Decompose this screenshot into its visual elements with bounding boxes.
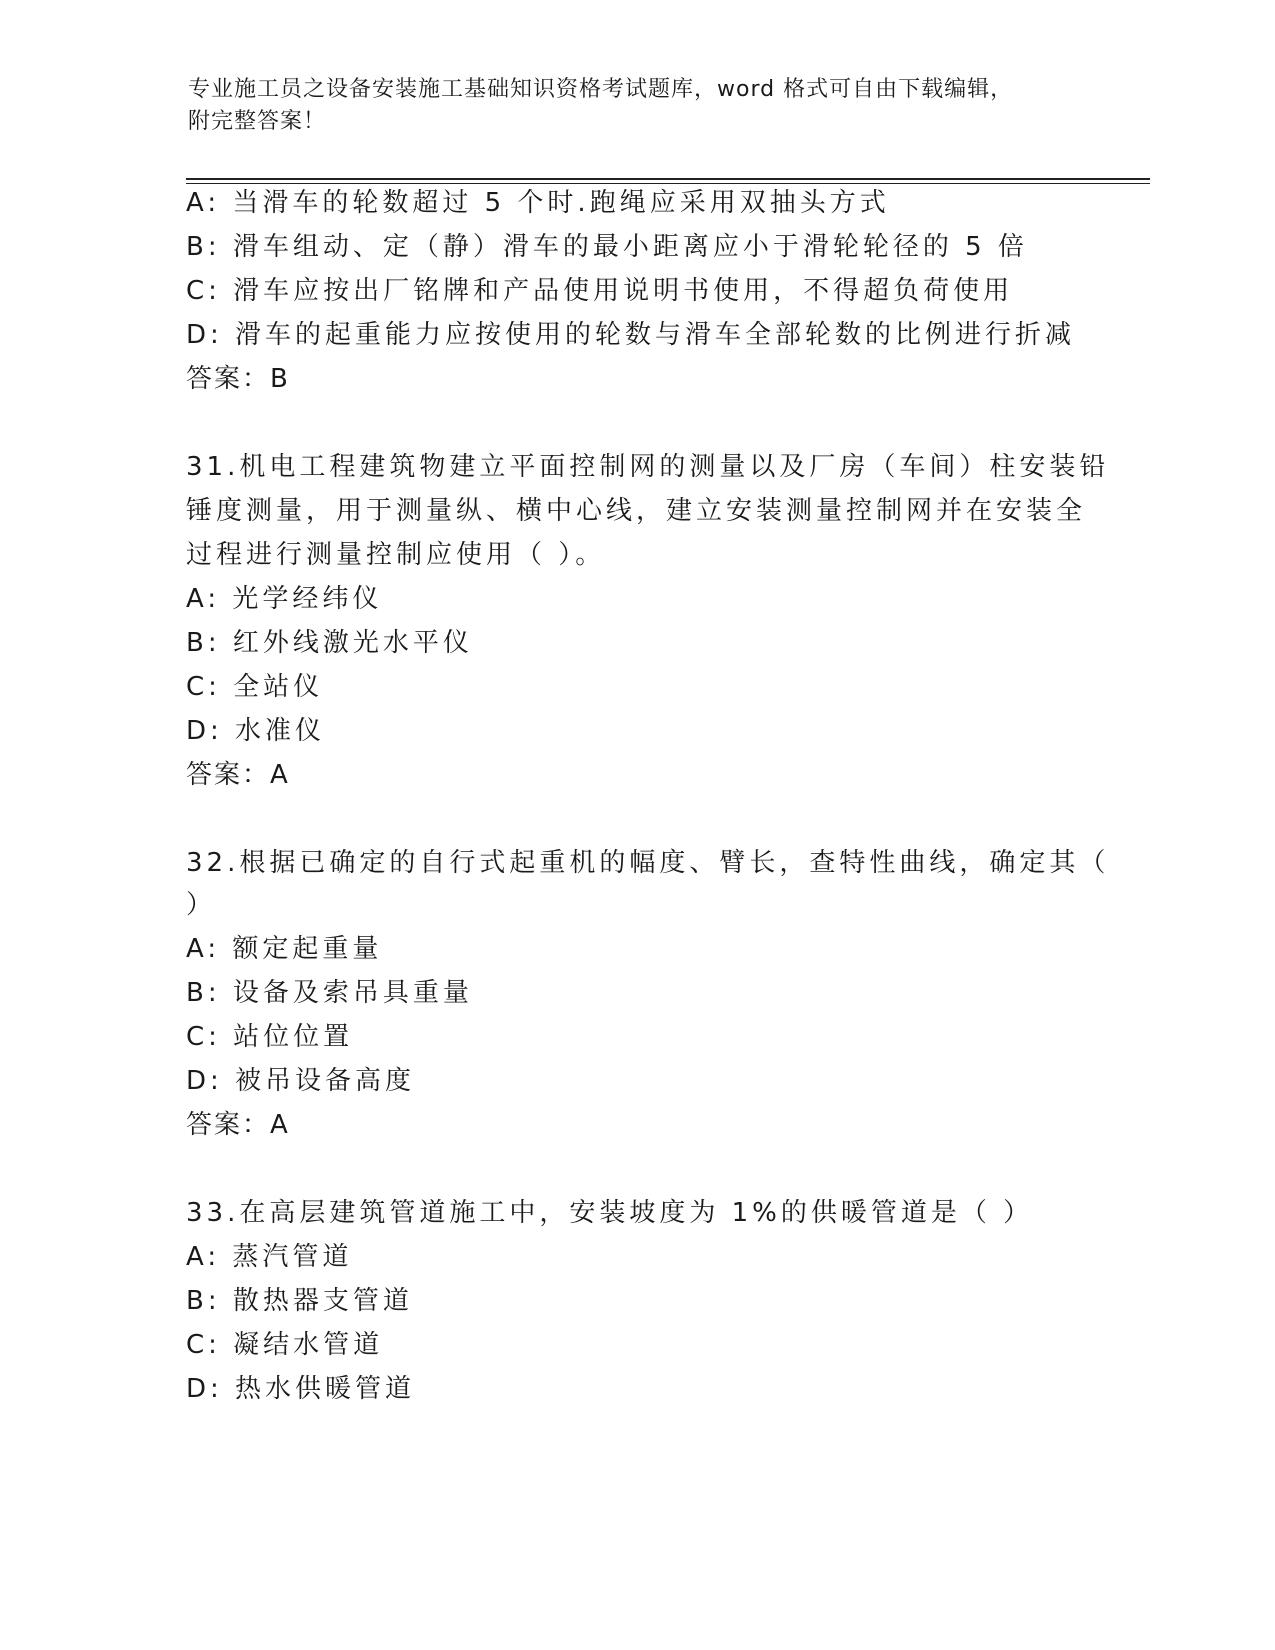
q33-stem-line-1: 33.在高层建筑管道施工中，安装坡度为 1%的供暖管道是（ ） [186,1198,1034,1228]
q32-option-b: B: 设备及索吊具重量 [186,978,473,1008]
q30-option-a: A: 当滑车的轮数超过 5 个时.跑绳应采用双抽头方式 [186,188,890,218]
document-header [188,74,1068,138]
q31-stem-line-1: 31.机电工程建筑物建立平面控制网的测量以及厂房（车间）柱安装铅 [186,452,1110,482]
q32-option-c: C: 站位位置 [186,1022,354,1052]
q30-option-d: D: 滑车的起重能力应按使用的轮数与滑车全部轮数的比例进行折减 [186,320,1076,350]
q31-stem-line-2: 锤度测量，用于测量纵、横中心线，建立安装测量控制网并在安装全 [186,496,1087,526]
q32-option-d: D: 被吊设备高度 [186,1066,416,1096]
q30-option-b: B: 滑车组动、定（静）滑车的最小距离应小于滑轮轮径的 5 倍 [186,232,1028,262]
q31-option-c: C: 全站仪 [186,672,324,702]
q33-option-a: A: 蒸汽管道 [186,1242,353,1272]
q30-option-c: C: 滑车应按出厂铭牌和产品使用说明书使用，不得超负荷使用 [186,276,1014,306]
q33-option-d: D: 热水供暖管道 [186,1374,416,1404]
q32-stem-line-1: 32.根据已确定的自行式起重机的幅度、臂长，查特性曲线，确定其（ [186,848,1110,878]
q31-option-a: A: 光学经纬仪 [186,584,383,614]
q31-option-b: B: 红外线激光水平仪 [186,628,473,658]
q31-stem-line-3: 过程进行测量控制应使用（ ）。 [186,540,606,570]
header-line-2: 附完整答案！ [188,109,327,134]
header-divider [186,178,1150,184]
q32-answer: 答案：A [186,1110,290,1140]
header-line-1: 专业施工员之设备安装施工基础知识资格考试题库，word 格式可自由下载编辑， [188,77,1014,102]
q33-option-b: B: 散热器支管道 [186,1286,413,1316]
q31-option-d: D: 水准仪 [186,716,326,746]
q33-option-c: C: 凝结水管道 [186,1330,384,1360]
q32-option-a: A: 额定起重量 [186,934,383,964]
q30-answer: 答案：B [186,364,290,394]
q32-stem-line-2: ） [186,890,217,920]
q31-answer: 答案：A [186,760,290,790]
